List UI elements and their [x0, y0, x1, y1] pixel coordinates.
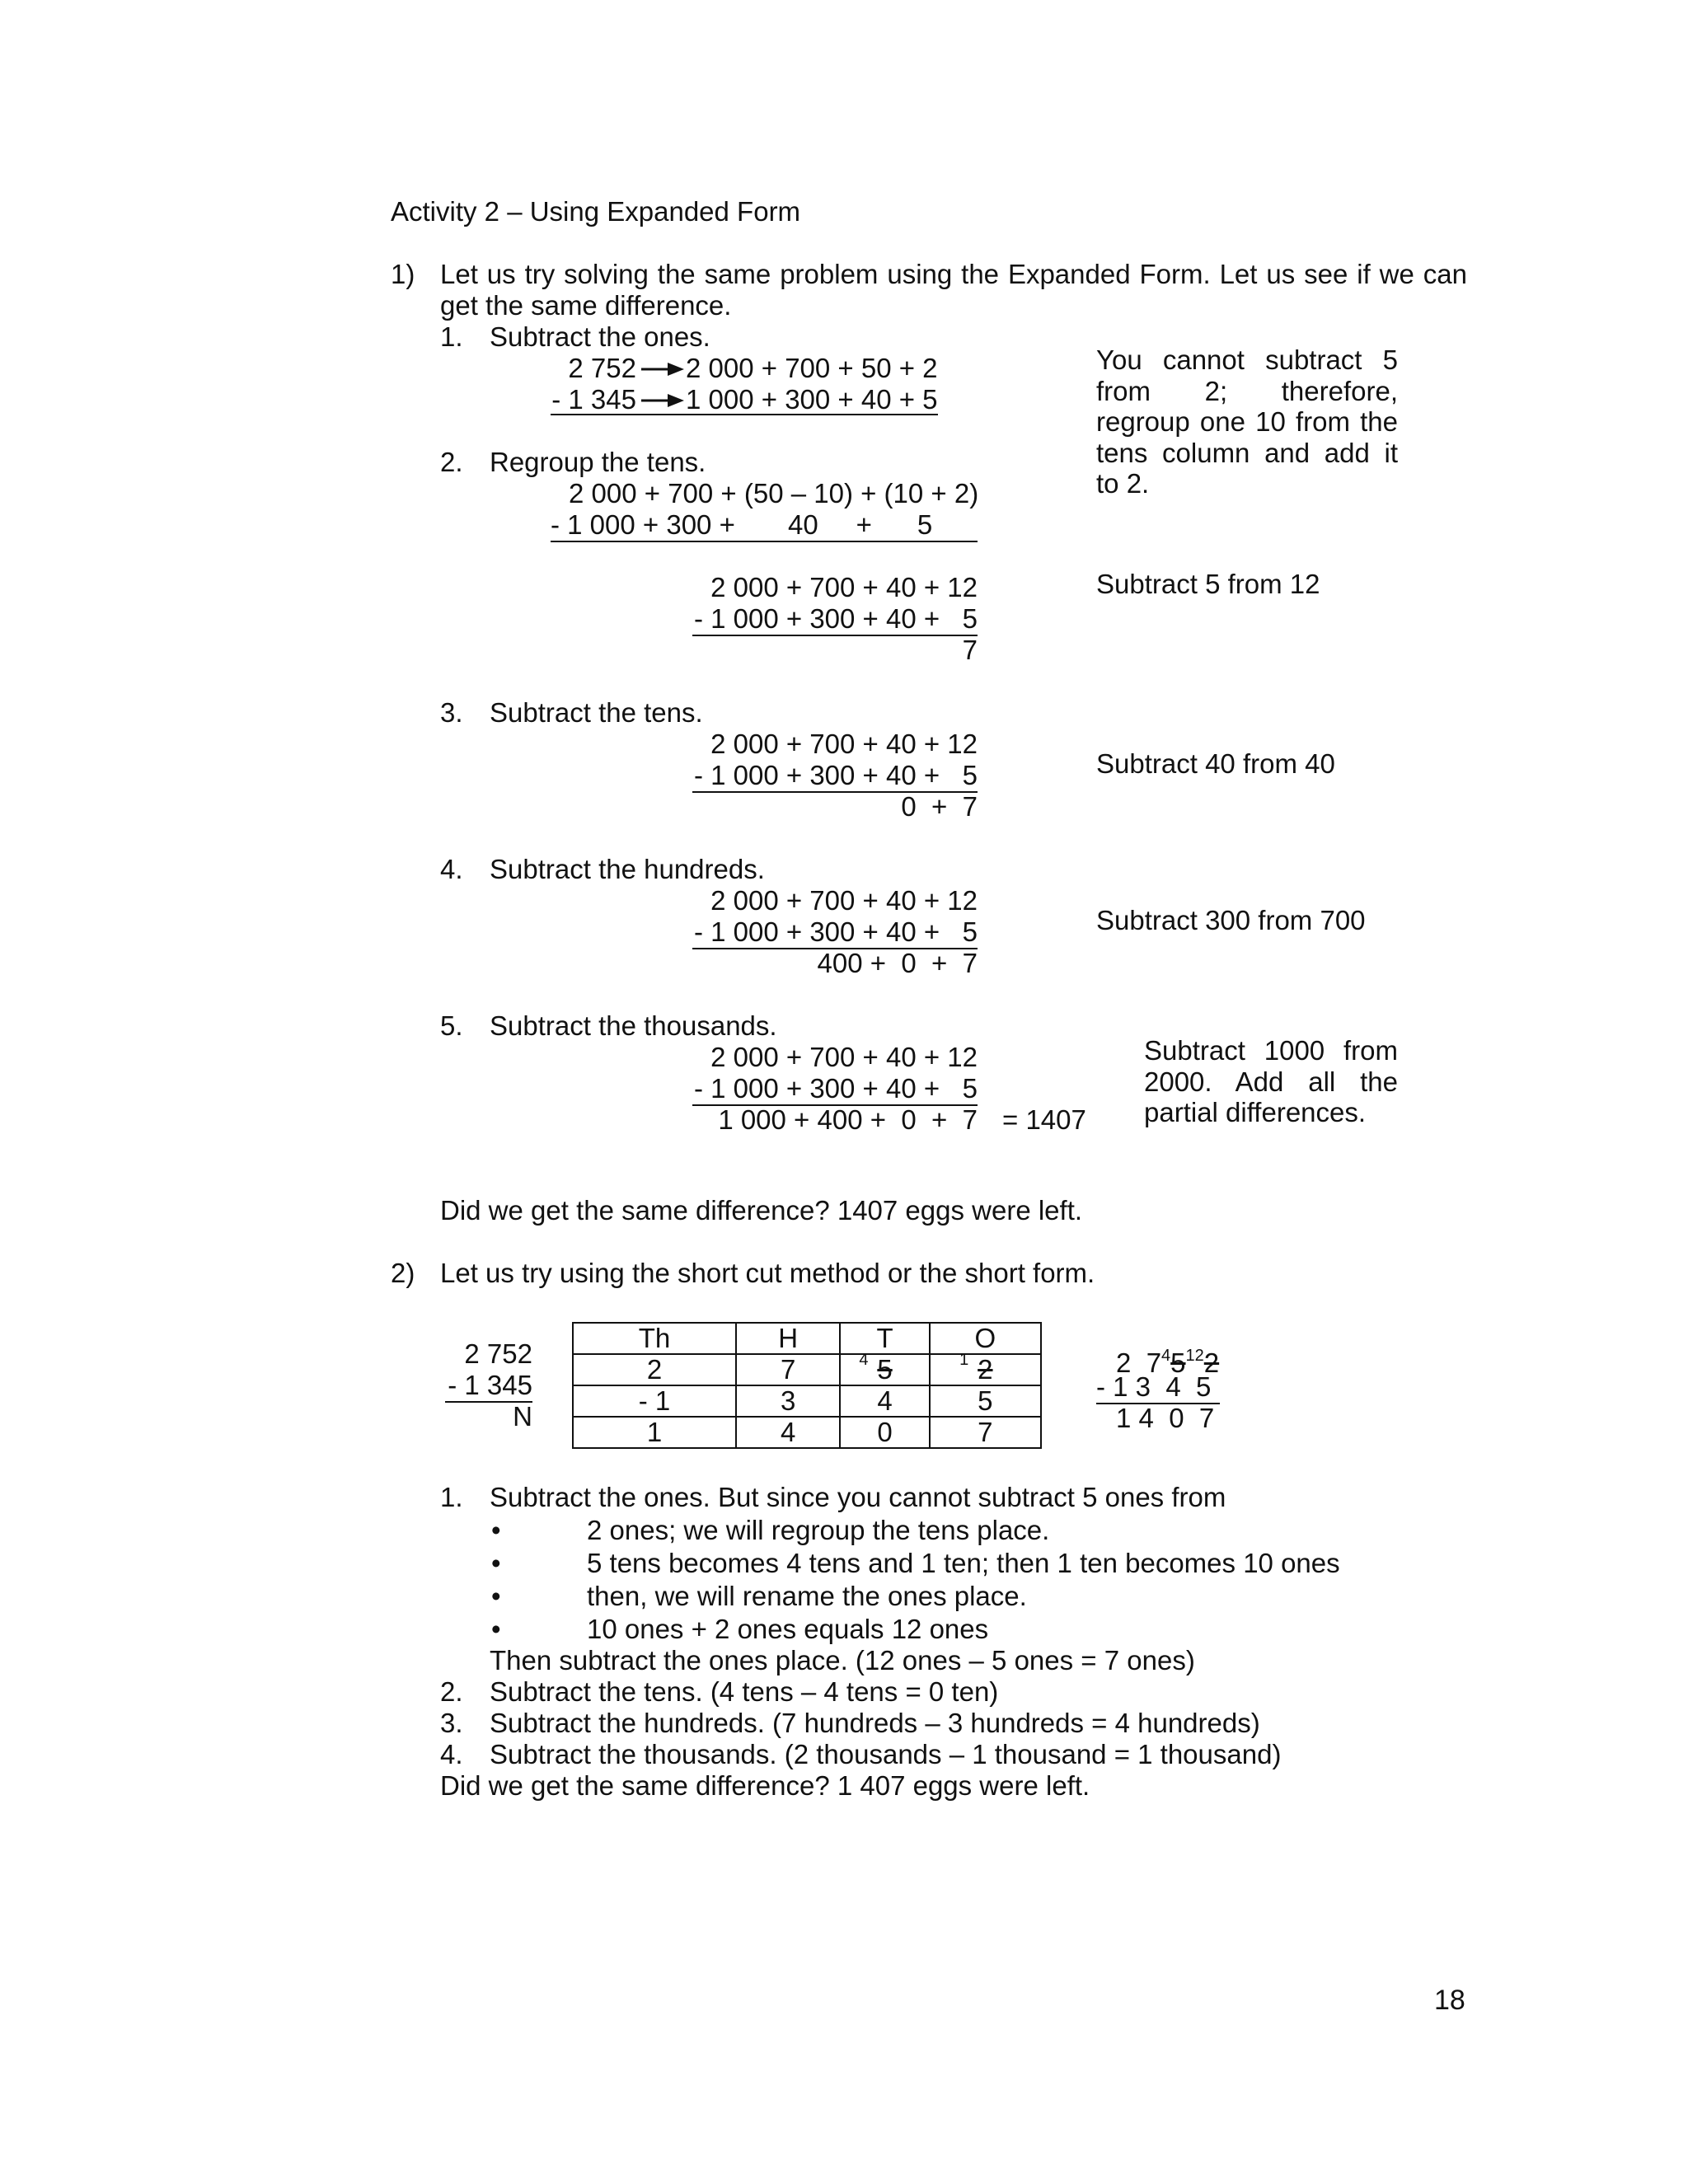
- header-hundreds: H: [736, 1323, 840, 1354]
- table-header-row: [573, 1323, 1041, 1354]
- step3-title: Subtract the tens.: [490, 697, 703, 728]
- header-ones: O: [930, 1323, 1041, 1354]
- right-crossed-2: 2: [1203, 1347, 1220, 1378]
- part1-intro-line1: Let us try solving the same problem using the Expanded Form. Let us see if we can: [440, 259, 1467, 289]
- right-sup-12: 12: [1185, 1347, 1204, 1365]
- step2-row1: 2 000 + 700 + (50 – 10) + (10 + 2): [569, 478, 979, 509]
- step1-row1-left: 2 752: [568, 353, 636, 383]
- header-thousands: Th: [573, 1323, 736, 1354]
- bullet-icon: •: [491, 1515, 501, 1545]
- step5-title: Subtract the thousands.: [490, 1010, 777, 1041]
- right-sup-4: 4: [1161, 1347, 1171, 1365]
- table-row: [573, 1354, 1041, 1385]
- step2-row5: 7: [962, 635, 978, 665]
- cell-t: [840, 1351, 929, 1385]
- cell-t: 4: [840, 1385, 929, 1417]
- part2-number: 2): [391, 1258, 415, 1288]
- step5-row1: 2 000 + 700 + 40 + 12: [710, 1042, 978, 1072]
- cell-th: 1: [573, 1417, 736, 1448]
- step4-row3: 400 + 0 + 7: [817, 948, 978, 978]
- p2-step1-continuation: Then subtract the ones place. (12 ones – 5 ones = 7 ones): [490, 1645, 1195, 1675]
- step5-row2: - 1 000 + 300 + 40 + 5: [692, 1073, 978, 1106]
- step2-row4: - 1 000 + 300 + 40 + 5: [692, 603, 978, 636]
- page-number: 18: [1434, 1985, 1465, 2016]
- step3-number: 3.: [440, 697, 463, 728]
- cell-th: - 1: [573, 1385, 736, 1417]
- part1-conclusion: Did we get the same difference? 1407 eggs were left.: [440, 1195, 1083, 1226]
- right-crossed-5: 5: [1170, 1347, 1186, 1378]
- step1-row2-left: - 1 345: [551, 384, 636, 415]
- arrow-right-icon: [641, 392, 684, 409]
- step4-title: Subtract the hundreds.: [490, 854, 765, 884]
- step2-number: 2.: [440, 447, 463, 477]
- p2-step3-text: Subtract the hundreds. (7 hundreds – 3 hundreds = 4 hundreds): [490, 1708, 1260, 1738]
- right-top-prefix: 2 7: [1116, 1347, 1162, 1378]
- step3-row1: 2 000 + 700 + 40 + 12: [710, 729, 978, 759]
- bullet-text: then, we will rename the ones place.: [587, 1581, 1027, 1611]
- p2-step2-number: 2.: [440, 1676, 463, 1707]
- left-problem-top: 2 752: [464, 1338, 532, 1369]
- p2-step4-number: 4.: [440, 1739, 463, 1769]
- cell-o: [930, 1351, 1041, 1385]
- cell-o: 5: [930, 1385, 1041, 1417]
- step3-row2: - 1 000 + 300 + 40 + 5: [692, 760, 978, 793]
- step5-note: Subtract 1000 from 2000. Add all the partial differences.: [1144, 1035, 1398, 1127]
- p2-step4-text: Subtract the thousands. (2 thousands – 1 thousand = 1 thousand): [490, 1739, 1282, 1769]
- regroup-tens-small: 4: [859, 1351, 869, 1369]
- bullet-icon: •: [491, 1614, 501, 1644]
- p2-step1-number: 1.: [440, 1482, 463, 1512]
- activity-title: Activity 2 – Using Expanded Form: [391, 196, 801, 227]
- bullet-text: 2 ones; we will regroup the tens place.: [587, 1515, 1050, 1545]
- table-row: [573, 1385, 1041, 1417]
- step1-title: Subtract the ones.: [490, 321, 710, 352]
- p2-step2-text: Subtract the tens. (4 tens – 4 tens = 0 ten): [490, 1676, 999, 1707]
- cell-t: 0: [840, 1417, 929, 1448]
- step5-row3: 1 000 + 400 + 0 + 7: [718, 1104, 978, 1135]
- bullet-text: 5 tens becomes 4 tens and 1 ten; then 1 ten becomes 10 ones: [587, 1548, 1340, 1578]
- bullet-text: 10 ones + 2 ones equals 12 ones: [587, 1614, 989, 1644]
- p2-step3-number: 3.: [440, 1708, 463, 1738]
- step2-row2: - 1 000 + 300 + 40 + 5: [551, 509, 978, 542]
- crossed-ones-digit: 2: [978, 1354, 993, 1385]
- step2-title: Regroup the tens.: [490, 447, 706, 477]
- part2-conclusion: Did we get the same difference? 1 407 eggs were left.: [440, 1770, 1090, 1801]
- step5-result: = 1407: [1002, 1104, 1086, 1135]
- regroup-ones-small: 1: [959, 1351, 969, 1369]
- step2-row3: 2 000 + 700 + 40 + 12: [710, 572, 978, 602]
- p2-step1-text: Subtract the ones. But since you cannot subtract 5 ones from: [490, 1482, 1226, 1512]
- step1-note: You cannot subtract 5 from 2; therefore, regroup one 10 from the tens column and add it to 2.: [1096, 344, 1398, 499]
- step4-row2: - 1 000 + 300 + 40 + 5: [692, 916, 978, 949]
- step4-number: 4.: [440, 854, 463, 884]
- header-tens: T: [840, 1323, 929, 1354]
- step3-note: Subtract 40 from 40: [1096, 748, 1335, 779]
- cell-h: 3: [736, 1385, 840, 1417]
- step5-number: 5.: [440, 1010, 463, 1041]
- right-problem-answer: 1 4 0 7: [1116, 1403, 1215, 1433]
- step2-note: Subtract 5 from 12: [1096, 569, 1320, 599]
- step1-row1-right: 2 000 + 700 + 50 + 2: [686, 353, 938, 383]
- left-problem-bottom: - 1 345: [445, 1370, 532, 1403]
- left-problem-answer: N: [513, 1401, 532, 1432]
- cell-th: 2: [573, 1354, 736, 1385]
- part1-intro-line2: get the same difference.: [440, 290, 732, 321]
- step1-number: 1.: [440, 321, 463, 352]
- step1-row2-right: 1 000 + 300 + 40 + 5: [686, 384, 938, 415]
- cell-h: 7: [736, 1354, 840, 1385]
- cell-o: 7: [930, 1417, 1041, 1448]
- step4-row1: 2 000 + 700 + 40 + 12: [710, 885, 978, 916]
- right-problem-bottom: - 1 3 4 5: [1096, 1371, 1220, 1404]
- cell-h: 4: [736, 1417, 840, 1448]
- bullet-icon: •: [491, 1548, 501, 1578]
- bullet-icon: •: [491, 1581, 501, 1611]
- part1-number: 1): [391, 259, 415, 289]
- step4-note: Subtract 300 from 700: [1096, 905, 1366, 935]
- place-value-table: [572, 1322, 1042, 1449]
- crossed-tens-digit: 5: [877, 1354, 893, 1385]
- table-row: [573, 1417, 1041, 1448]
- arrow-right-icon: [641, 361, 684, 377]
- part2-intro: Let us try using the short cut method or the short form.: [440, 1258, 1095, 1288]
- step3-row3: 0 + 7: [901, 791, 978, 822]
